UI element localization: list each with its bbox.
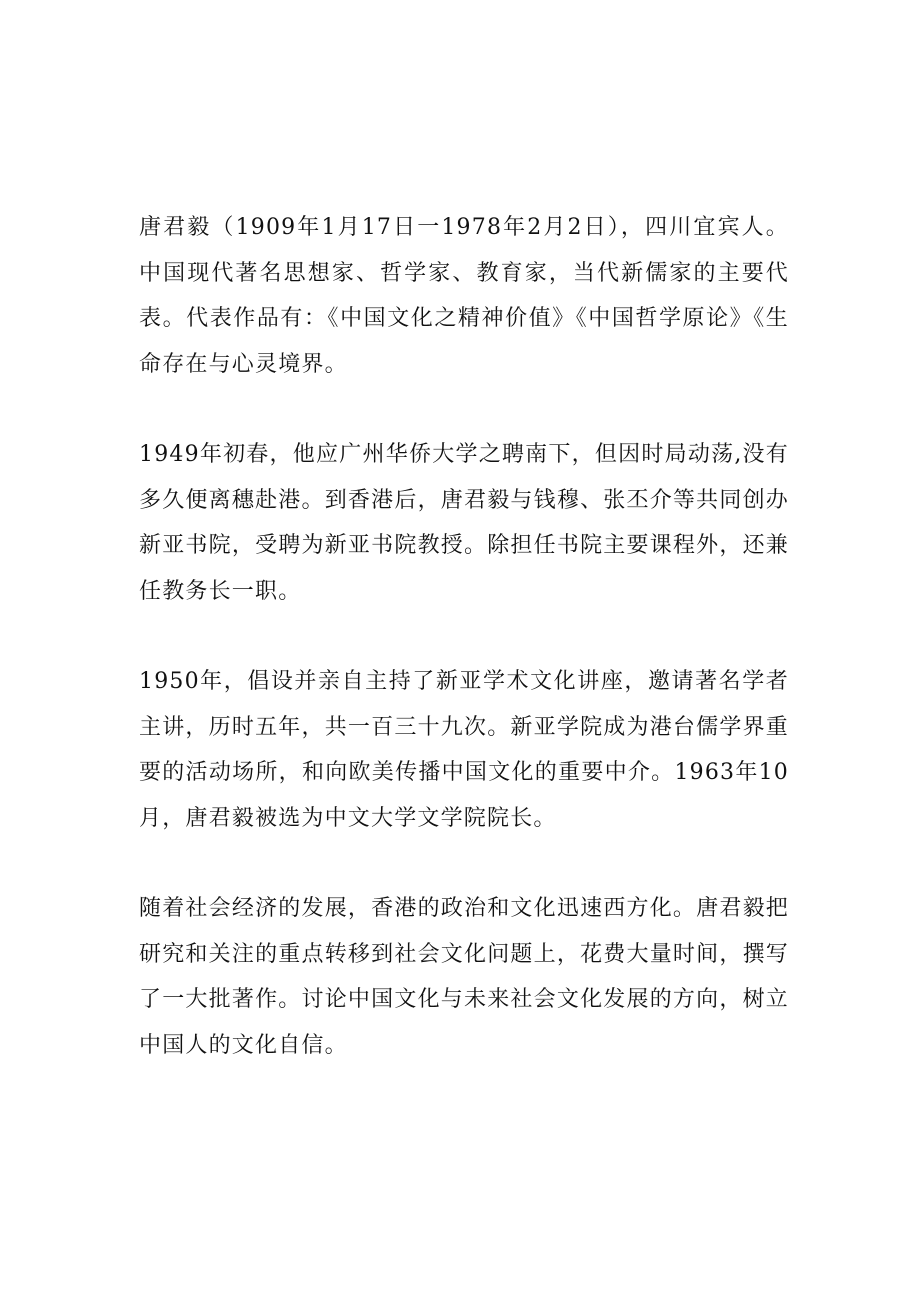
paragraph-1950-lectures: 1950年，倡设并亲自主持了新亚学术文化讲座，邀请著名学者主讲，历时五年，共一百三十九次。新亚学院成为港台儒学界重要的活动场所，和向欧美传播中国文化的重要中介。1963年10月，唐君毅被选为中文大学文学院院长。 [139,669,789,831]
paragraph-biography: 唐君毅（1909年1月17日一1978年2月2日），四川宜宾人。中国现代著名思想家、哲学家、教育家，当代新儒家的主要代表。代表作品有：《中国文化之精神价值》《中国哲学原论》《生命存在与心灵境界。 [139,215,789,377]
paragraph-cultural-focus: 随着社会经济的发展，香港的政治和文化迅速西方化。唐君毅把研究和关注的重点转移到社会文化问题上，花费大量时间，撰写了一大批著作。讨论中国文化与未来社会文化发展的方向，树立中国人的文化自信。 [139,896,789,1058]
document-body [139,205,789,1113]
paragraph-1949-hong-kong: 1949年初春，他应广州华侨大学之聘南下，但因时局动荡,没有多久便离穗赴港。到香港后，唐君毅与钱穆、张丕介等共同创办新亚书院，受聘为新亚书院教授。除担任书院主要课程外，还兼任教务长一职。 [139,442,789,604]
